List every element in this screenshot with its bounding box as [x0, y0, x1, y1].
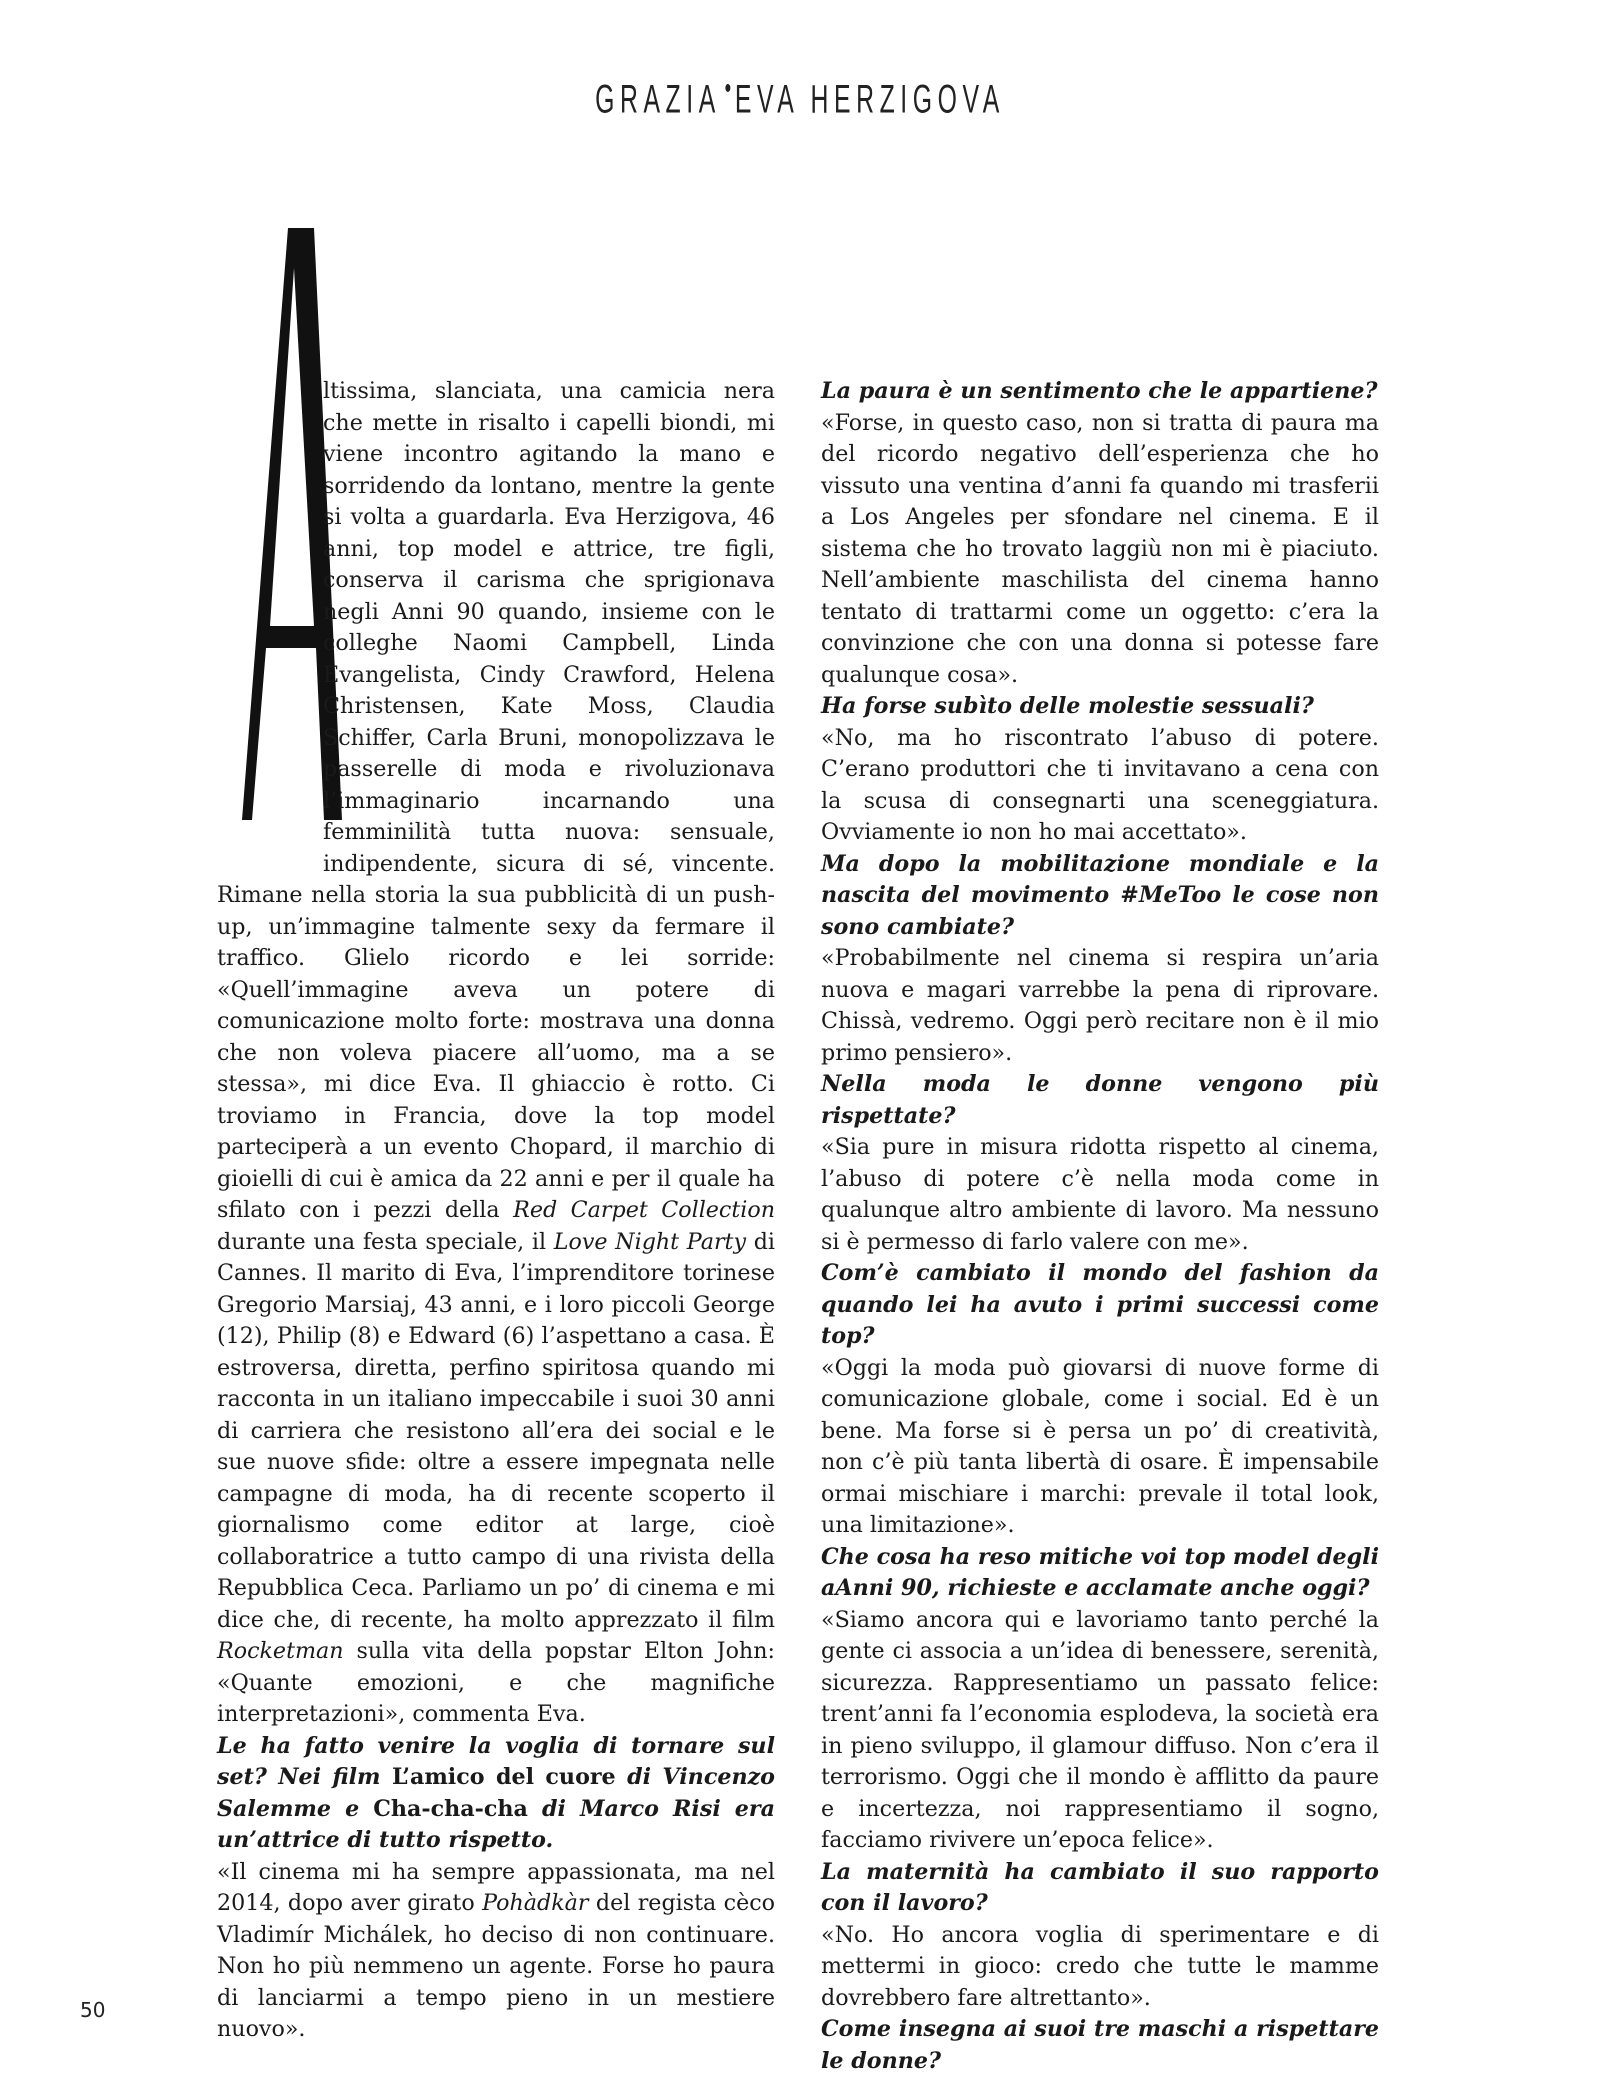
header-separator: • — [724, 72, 732, 105]
answer: «Forse, in questo caso, non si tratta di paura ma del ricordo negativo dell’esperienza che ho vissuto una ventina d’anni fa quando mi trasferii a Los Angeles per sfondare nel cinema. E il sistema che ho trovato laggiù non mi è piaciuto. Nell’ambiente maschilista del cinema hanno tentato di trattarmi come un oggetto: c’era la convinzione che con una donna si potesse fare qualunque cosa». — [821, 409, 1379, 688]
question: La maternità ha cambiato il suo rapporto con il lavoro? — [821, 1858, 1379, 1916]
question: Che cosa ha reso mitiche voi top model degli aAnni 90, richieste e acclamate anche oggi? — [821, 1543, 1379, 1601]
answer: «Siamo ancora qui e lavoriamo tanto perché la gente ci associa a un’idea di benessere, serenità, sicurezza. Rappresentiamo un passato felice: trent’anni fa l’economia esplodeva, la società era in pieno sviluppo, il glamour diffuso. Non c’era il terrorismo. Oggi che il mondo è afflitto da paure e incertezza, noi rappresentiamo il sogno, facciamo rivivere un’epoca felice». — [821, 1606, 1379, 1853]
question: Ha forse subìto delle molestie sessuali? — [821, 693, 1314, 719]
question: Ma dopo la mobilitazione mondiale e la nascita del movimento #MeToo le cose non sono cambiate? — [821, 850, 1379, 940]
question: Com’è cambiato il mondo del fashion da quando lei ha avuto i primi successi come top? — [821, 1260, 1379, 1349]
question: Le ha fatto venire la voglia di tornare sul set? Nei film L’amico del cuore di Vincenzo Salemme e Cha-cha-cha di Marco Risi era un’attrice di tutto rispetto. — [217, 1732, 775, 1853]
left-column — [217, 376, 775, 2046]
answer: «Oggi la moda può giovarsi di nuove forme di comunicazione globale, come i social. Ed è un bene. Ma forse si è persa un po’ di creatività, non c’è più tanta libertà di osare. È impensabile ormai mischiare i marchi: prevale il total look, una limitazione». — [821, 1354, 1379, 1538]
answer: «Sia pure in misura ridotta rispetto al cinema, l’abuso di potere c’è nella moda come in qualunque altro ambiente di lavoro. Ma nessuno si è permesso di farlo valere con me». — [821, 1134, 1379, 1255]
answer: «Probabilmente nel cinema si respira un’aria nuova e magari varrebbe la pena di riprovare. Chissà, vedremo. Oggi però recitare non è il mio primo pensiero». — [821, 945, 1379, 1066]
magazine-name: GRAZIA — [595, 77, 721, 122]
page-number: 50 — [80, 1998, 106, 2022]
answer: «No. Ho ancora voglia di sperimentare e di mettermi in gioco: credo che tutte le mamme dovrebbero fare altrettanto». — [821, 1921, 1379, 2011]
drop-cap-space — [217, 376, 323, 866]
lead-paragraph: ltissima, slanciata, una camicia nera che mette in risalto i capelli biondi, mi viene incontro agitando la mano e sorridendo da lontano, mentre la gente si volta a guardarla. Eva Herzigova, 46 anni, top model e attrice, tre figli, conserva il carisma che sprigionava negli Anni 90 quando, insieme con le colleghe Naomi Campbell, Linda Evangelista, Cindy Crawford, Helena Christensen, Kate Moss, Claudia Schiffer, Carla Bruni, monopolizzava le passerelle di moda e rivoluzionava l’immaginario incarnando una femminilità tutta nuova: sensuale, indipendente, sicura di sé, vincente. Rimane nella storia la sua pubblicità di un push-up, un’immagine talmente sexy da fermare il traffico. Glielo ricordo e lei sorride: «Quell’immagine aveva un potere di comunicazione molto forte: mostrava una donna che non voleva piacere all’uomo, ma a se stessa», mi dice Eva. Il ghiaccio è rotto. Ci troviamo in Francia, dove la top model parteciperà a un evento Chopard, il marchio di gioielli di cui è amica da 22 anni e per il quale ha sfilato con i pezzi della Red Carpet Collection durante una festa speciale, il Love Night Party di Cannes. Il marito di Eva, l’imprenditore torinese Gregorio Marsiaj, 43 anni, e i loro piccoli George (12), Philip (8) e Edward (6) l’aspettano a casa. È estroversa, diretta, perfino spiritosa quando mi racconta in un italiano impeccabile i suoi 30 anni di carriera che resistono all’era dei social e le sue nuove sfide: oltre a essere impegnata nelle campagne di moda, ha di recente scoperto il giornalismo come editor at large, cioè collaboratrice a tutto campo di una rivista della Repubblica Ceca. Parliamo un po’ di cinema e mi dice che, di recente, ha molto apprezzato il film Rocketman sulla vita della popstar Elton John: «Quante emozioni, e che magnifiche interpretazioni», commenta Eva. — [217, 378, 776, 1727]
answer: «No, ma ho riscontrato l’abuso di potere. C’erano produttori che ti invitavano a cena con la scusa di consegnarti una sceneggiatura. Ovviamente io non ho mai accettato». — [821, 724, 1379, 845]
right-column — [821, 376, 1379, 2077]
article-subject: EVA HERZIGOVA — [734, 77, 1005, 122]
answer: «Il cinema mi ha sempre appassionata, ma nel 2014, dopo aver girato Pohàdkàr del regista cèco Vladimír Michálek, ho deciso di non continuare. Non ho più nemmeno un agente. Forse ho paura di lanciarmi a tempo pieno in un mestiere nuovo». — [217, 1858, 775, 2042]
running-header — [304, 72, 1296, 122]
question: Come insegna ai suoi tre maschi a rispettare le donne? — [821, 2016, 1379, 2074]
question: La paura è un sentimento che le appartiene? — [821, 378, 1378, 404]
question: Nella moda le donne vengono più rispettate? — [821, 1071, 1379, 1129]
